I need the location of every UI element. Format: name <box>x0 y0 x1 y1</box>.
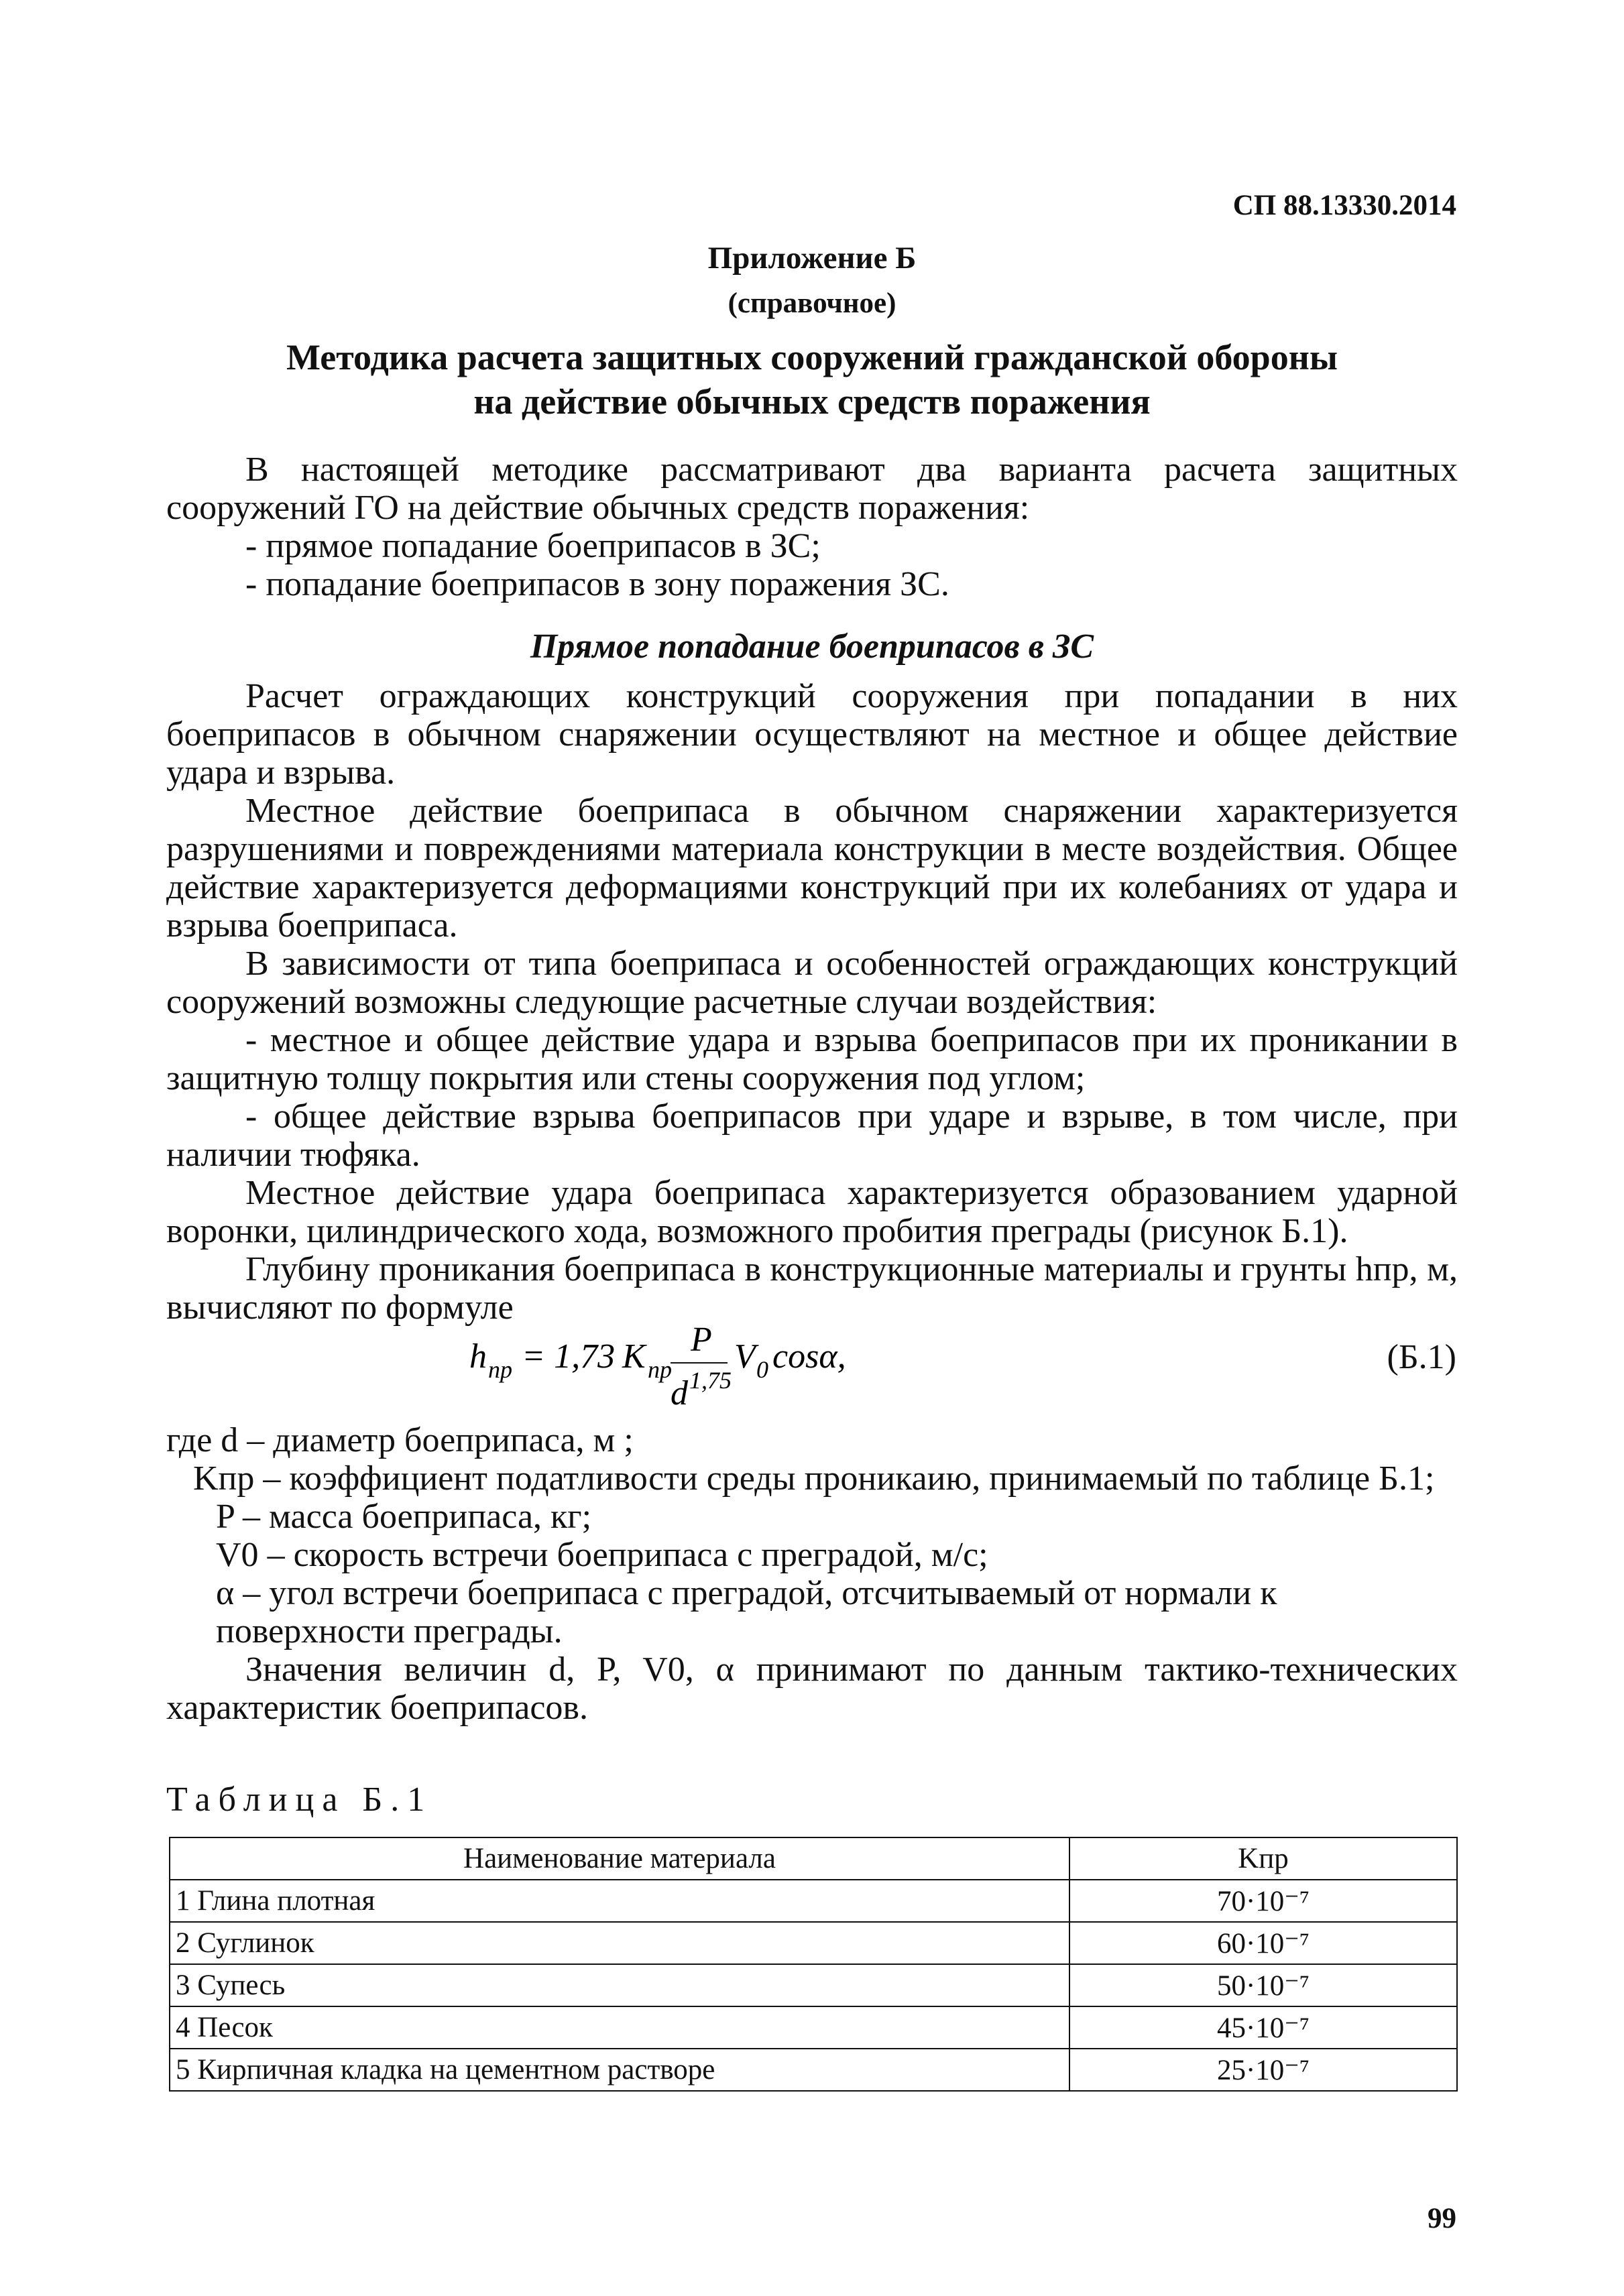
main-title <box>0 335 1624 424</box>
table-cell-name: 1 Глина плотная <box>170 1880 1069 1922</box>
table-cell-name: 3 Супесь <box>170 1964 1069 2006</box>
main-text <box>166 677 1458 1327</box>
variable-d-desc: – диаметр боеприпаса, м ; <box>238 1421 634 1459</box>
formula-b1 <box>469 1304 1207 1431</box>
table-cell-k: 25·10⁻⁷ <box>1069 2049 1457 2091</box>
table-cell-k: 50·10⁻⁷ <box>1069 1964 1457 2006</box>
paragraph-4: - местное и общее действие удара и взрыва боеприпасов при их проникании в защитную толщу покрытия или стены сооружения под углом; <box>166 1021 1458 1097</box>
paragraph-1: Расчет ограждающих конструкций сооружения при попадании в них боеприпасов в обычном снаряжении осуществляют на местное и общее действие удара и взрыва. <box>166 677 1458 792</box>
table-cell-k: 45·10⁻⁷ <box>1069 2006 1457 2049</box>
table-row <box>170 1922 1457 1964</box>
formula-coefficient: = 1,73 <box>522 1337 616 1376</box>
variable-d <box>166 1421 1458 1459</box>
variable-alpha-symbol: α <box>216 1574 235 1612</box>
formula-tail: cosα, <box>772 1337 846 1376</box>
appendix-title: Приложение Б <box>707 241 917 276</box>
formula-lhs: h <box>469 1337 487 1376</box>
materials-table <box>169 1837 1458 2092</box>
variable-v0-symbol: V0 <box>216 1536 259 1574</box>
table-cell-k: 60·10⁻⁷ <box>1069 1922 1457 1964</box>
variable-v0 <box>166 1536 1458 1574</box>
variable-alpha-desc: – угол встречи боеприпаса с преградой, отсчитываемый от нормали к поверхности преграды. <box>216 1574 1277 1650</box>
main-title-line-2: на действие обычных средств поражения <box>473 381 1151 422</box>
paragraph-3: В зависимости от типа боеприпаса и особенностей ограждающих конструкций сооружений возможны следующие расчетные случаи воздействия: <box>166 945 1458 1021</box>
variable-p-symbol: P <box>216 1498 234 1536</box>
paragraph-5: - общее действие взрыва боеприпасов при ударе и взрыве, в том числе, при наличии тюфяка. <box>166 1097 1458 1174</box>
table-caption: Таблица Б.1 <box>166 1780 433 1819</box>
formula-k-sub: пр <box>648 1356 672 1383</box>
formula-lhs-sub: пр <box>488 1356 512 1383</box>
variable-k-symbol: Kпр <box>193 1459 255 1498</box>
intro-item-2: - попадание боеприпасов в зону поражения ЗС. <box>245 565 949 603</box>
variable-v0-desc: – скорость встречи боеприпаса с преградой, м/с; <box>258 1536 988 1574</box>
variable-alpha <box>166 1574 1458 1650</box>
variable-k-desc: – коэффициент податливости среды проникаию, принимаемый по таблице Б.1; <box>254 1459 1435 1498</box>
formula-number: (Б.1) <box>1387 1338 1456 1376</box>
formula-numerator: P <box>691 1321 712 1359</box>
document-code: СП 88.13330.2014 <box>1232 190 1456 221</box>
formula-v-sub: 0 <box>756 1356 768 1383</box>
table-header-name: Наименование материала <box>170 1837 1069 1880</box>
intro-item-1: - прямое попадание боеприпасов в ЗС; <box>245 527 821 565</box>
section-heading: Прямое попадание боеприпасов в ЗС <box>530 627 1094 666</box>
intro-paragraph: В настоящей методике рассматривают два варианта расчета защитных сооружений ГО на действие обычных средств поражения: <box>166 450 1458 527</box>
variable-p-desc: – масса боеприпаса, кг; <box>234 1498 592 1536</box>
formula-denominator: d <box>671 1374 688 1412</box>
paragraph-7: Глубину проникания боеприпаса в конструкционные материалы и грунты hпр, м, вычисляют по формуле <box>166 1250 1458 1327</box>
table-row <box>170 1880 1457 1922</box>
table-cell-name: 2 Суглинок <box>170 1922 1069 1964</box>
paragraph-2: Местное действие боеприпаса в обычном снаряжении характеризуется разрушениями и повреждениями материала конструкции в месте воздействия. Общее действие характеризуется деформациями конструкций при их колебаниях от удара и взрыва боеприпаса. <box>166 792 1458 945</box>
variables-list <box>166 1421 1458 1727</box>
table-cell-name: 4 Песок <box>170 2006 1069 2049</box>
formula-den-exponent: 1,75 <box>689 1367 732 1394</box>
table-row <box>170 1964 1457 2006</box>
table-row <box>170 2006 1457 2049</box>
variable-k <box>166 1459 1458 1498</box>
main-title-line-1: Методика расчета защитных сооружений гражданской обороны <box>286 337 1338 377</box>
table-cell-name: 5 Кирпичная кладка на цементном растворе <box>170 2049 1069 2091</box>
table-cell-k: 70·10⁻⁷ <box>1069 1880 1457 1922</box>
table-row <box>170 2049 1457 2091</box>
table-header-k: Kпр <box>1069 1837 1457 1880</box>
appendix-subtitle: (справочное) <box>728 288 896 319</box>
formula-svg <box>469 1304 1207 1431</box>
variable-d-symbol: где d <box>166 1421 239 1459</box>
intro-block <box>166 450 1458 603</box>
formula-k: K <box>622 1337 646 1376</box>
paragraph-6: Местное действие удара боеприпаса характеризуется образованием ударной воронки, цилиндрического хода, возможного пробития преграды (рисунок Б.1). <box>166 1174 1458 1250</box>
values-note: Значения величин d, P, V0, α принимают по данным тактико-технических характеристик боеприпасов. <box>166 1650 1458 1727</box>
table-header-row <box>170 1837 1457 1880</box>
formula-v: V <box>734 1337 756 1376</box>
variable-p <box>166 1498 1458 1536</box>
page-number: 99 <box>1428 2203 1456 2234</box>
